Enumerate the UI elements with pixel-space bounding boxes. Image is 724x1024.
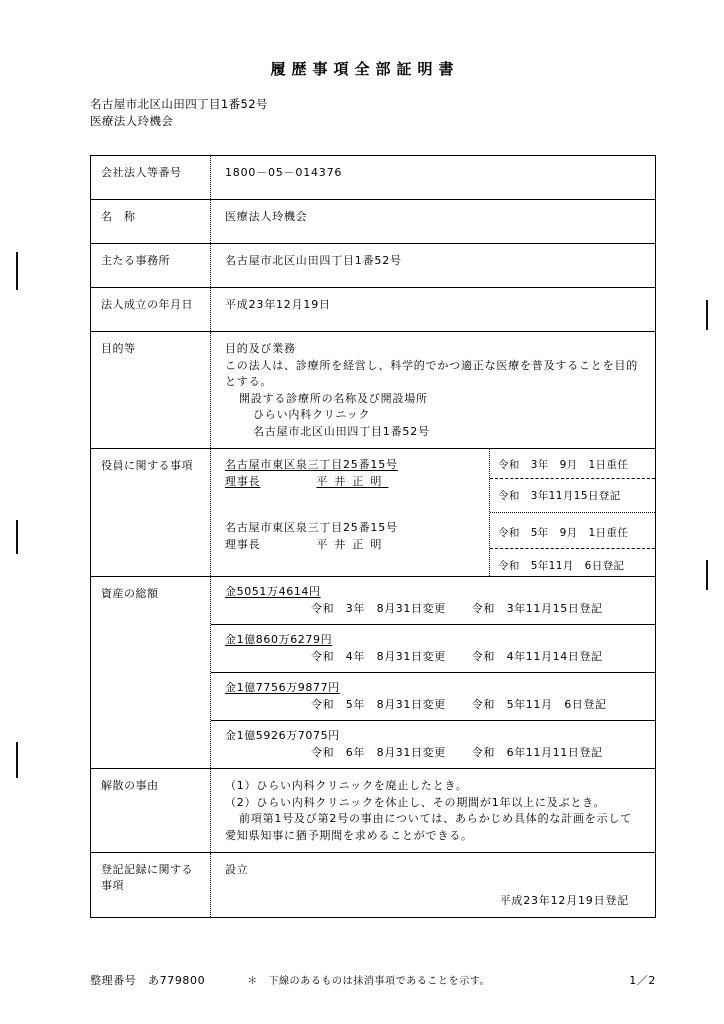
asset-entry	[211, 673, 655, 721]
officer-title-name-line	[225, 537, 481, 554]
officer-title: 理事長	[225, 474, 261, 488]
scan-edge-mark	[706, 300, 708, 330]
purpose-clinic-address: 名古屋市北区山田四丁目1番52号	[253, 424, 430, 438]
officer-entry	[211, 449, 489, 498]
asset-amount: 金1億7756万9877円	[225, 681, 340, 694]
table-row-purpose	[91, 332, 655, 449]
officers-dates	[489, 449, 655, 576]
asset-change-date: 令和 4年 8月31日変更	[311, 649, 446, 663]
row-value-dissolution	[211, 769, 655, 852]
row-value-corporate-number: 1800－05－014376	[225, 166, 343, 179]
officers-entries	[211, 449, 489, 576]
officer-date-registration: 令和 3年11月15日登記	[490, 479, 655, 513]
officer-entry	[211, 498, 489, 561]
officer-title-name-line	[225, 474, 481, 491]
scan-edge-mark	[16, 252, 18, 290]
row-label-corporate-number: 会社法人等番号	[91, 156, 211, 199]
officer-name: 平井正明	[316, 537, 389, 551]
dissolution-line-1: （1）ひらい内科クリニックを廃止したとき。	[225, 779, 468, 792]
asset-date-line	[225, 697, 647, 714]
dissolution-line-4: 愛知県知事に猶予期間を求めることができる。	[225, 828, 473, 842]
officer-address: 名古屋市東区泉三丁目25番15号	[225, 458, 398, 471]
table-row-dissolution	[91, 769, 655, 853]
registration-record-value: 設立	[225, 863, 249, 876]
header-address: 名古屋市北区山田四丁目1番52号	[90, 97, 268, 111]
officer-address: 名古屋市東区泉三丁目25番15号	[225, 521, 398, 534]
asset-register-date: 令和 4年11月14日登記	[471, 649, 603, 663]
asset-change-date: 令和 3年 8月31日変更	[311, 601, 446, 615]
scan-edge-mark	[16, 742, 18, 778]
registry-table	[90, 155, 656, 918]
table-row	[91, 200, 655, 244]
row-label-purpose: 目的等	[91, 332, 211, 448]
scan-edge-mark	[706, 560, 708, 590]
footer-reference-number	[90, 972, 205, 988]
asset-date-line	[225, 745, 647, 762]
asset-amount: 金1億860万6279円	[225, 633, 333, 646]
footer-page-number: 1／2	[629, 974, 656, 987]
dissolution-line-3: 前項第1号及び第2号の事由については、あらかじめ具体的な計画を示して	[239, 812, 632, 825]
asset-change-date: 令和 6年 8月31日変更	[311, 745, 446, 759]
registration-record-label-line2: 事項	[101, 879, 124, 892]
row-label-total-assets: 資産の総額	[91, 577, 211, 768]
row-value-main-office: 名古屋市北区山田四丁目1番52号	[225, 254, 402, 267]
row-label-establishment-date: 法人成立の年月日	[91, 288, 211, 331]
registration-record-date: 平成23年12月19日登記	[499, 893, 629, 907]
table-row-officers	[91, 449, 655, 577]
registration-record-label-line1: 登記記録に関する	[101, 863, 193, 876]
row-value-total-assets	[211, 577, 655, 768]
dissolution-line-2: （2）ひらい内科クリニックを休止し、その期間が1年以上に及ぶとき。	[225, 795, 606, 809]
asset-register-date: 令和 5年11月 6日登記	[471, 697, 607, 711]
row-label-officers: 役員に関する事項	[91, 449, 211, 576]
table-row-registration-record	[91, 853, 655, 917]
footer-reference-value: あ779800	[148, 974, 206, 987]
header-entity-name: 医療法人玲機会	[90, 114, 174, 128]
page-title: 履歴事項全部証明書	[270, 60, 460, 78]
asset-register-date: 令和 6年11月11日登記	[471, 745, 603, 759]
asset-change-date: 令和 5年 8月31日変更	[311, 697, 446, 711]
table-row	[91, 244, 655, 288]
table-row	[91, 288, 655, 332]
asset-date-line	[225, 649, 647, 666]
purpose-body-line1: この法人は、診療所を経営し、科学的でかつ適正な医療を普及することを目的	[225, 358, 638, 372]
footer-note-text: 下線のあるものは抹消事項であることを示す。	[268, 976, 491, 987]
footer-note	[247, 972, 490, 987]
header-address-block	[90, 96, 268, 130]
purpose-body-line2: とする。	[225, 375, 273, 388]
row-label-dissolution: 解散の事由	[91, 769, 211, 852]
asset-amount: 金1億5926万7075円	[225, 729, 340, 742]
asset-amount: 金5051万4614円	[225, 585, 321, 598]
table-row-assets	[91, 577, 655, 769]
officer-date-appointment: 令和 3年 9月 1日重任	[490, 449, 655, 479]
purpose-clinic-name: ひらい内科クリニック	[253, 408, 371, 421]
row-label-main-office: 主たる事務所	[91, 244, 211, 287]
officer-date-registration: 令和 5年11月 6日登記	[498, 560, 625, 572]
row-value-name: 医療法人玲機会	[225, 210, 308, 223]
purpose-heading: 目的及び業務	[225, 342, 296, 355]
asset-entry	[211, 577, 655, 625]
scan-edge-mark	[16, 520, 18, 554]
officers-split	[211, 449, 655, 576]
asset-date-line	[225, 601, 647, 618]
purpose-sub-heading: 開設する診療所の名称及び開設場所	[239, 391, 428, 405]
footer-reference-label: 整理番号	[90, 974, 137, 987]
table-row	[91, 156, 655, 200]
asset-entry	[211, 721, 655, 768]
officer-date-appointment: 令和 5年 9月 1日重任	[490, 513, 655, 549]
officer-name: 平井正明	[316, 474, 389, 488]
officer-title: 理事長	[225, 537, 261, 551]
asterisk-icon: ＊	[247, 976, 258, 987]
row-value-purpose	[211, 332, 655, 448]
row-label-registration-record	[91, 853, 211, 917]
asset-register-date: 令和 3年11月15日登記	[471, 601, 603, 615]
asset-entry	[211, 625, 655, 673]
row-value-establishment-date: 平成23年12月19日	[225, 298, 331, 311]
row-value-registration-record	[211, 853, 655, 917]
row-label-name: 名 称	[91, 200, 211, 243]
page-footer	[90, 972, 656, 988]
